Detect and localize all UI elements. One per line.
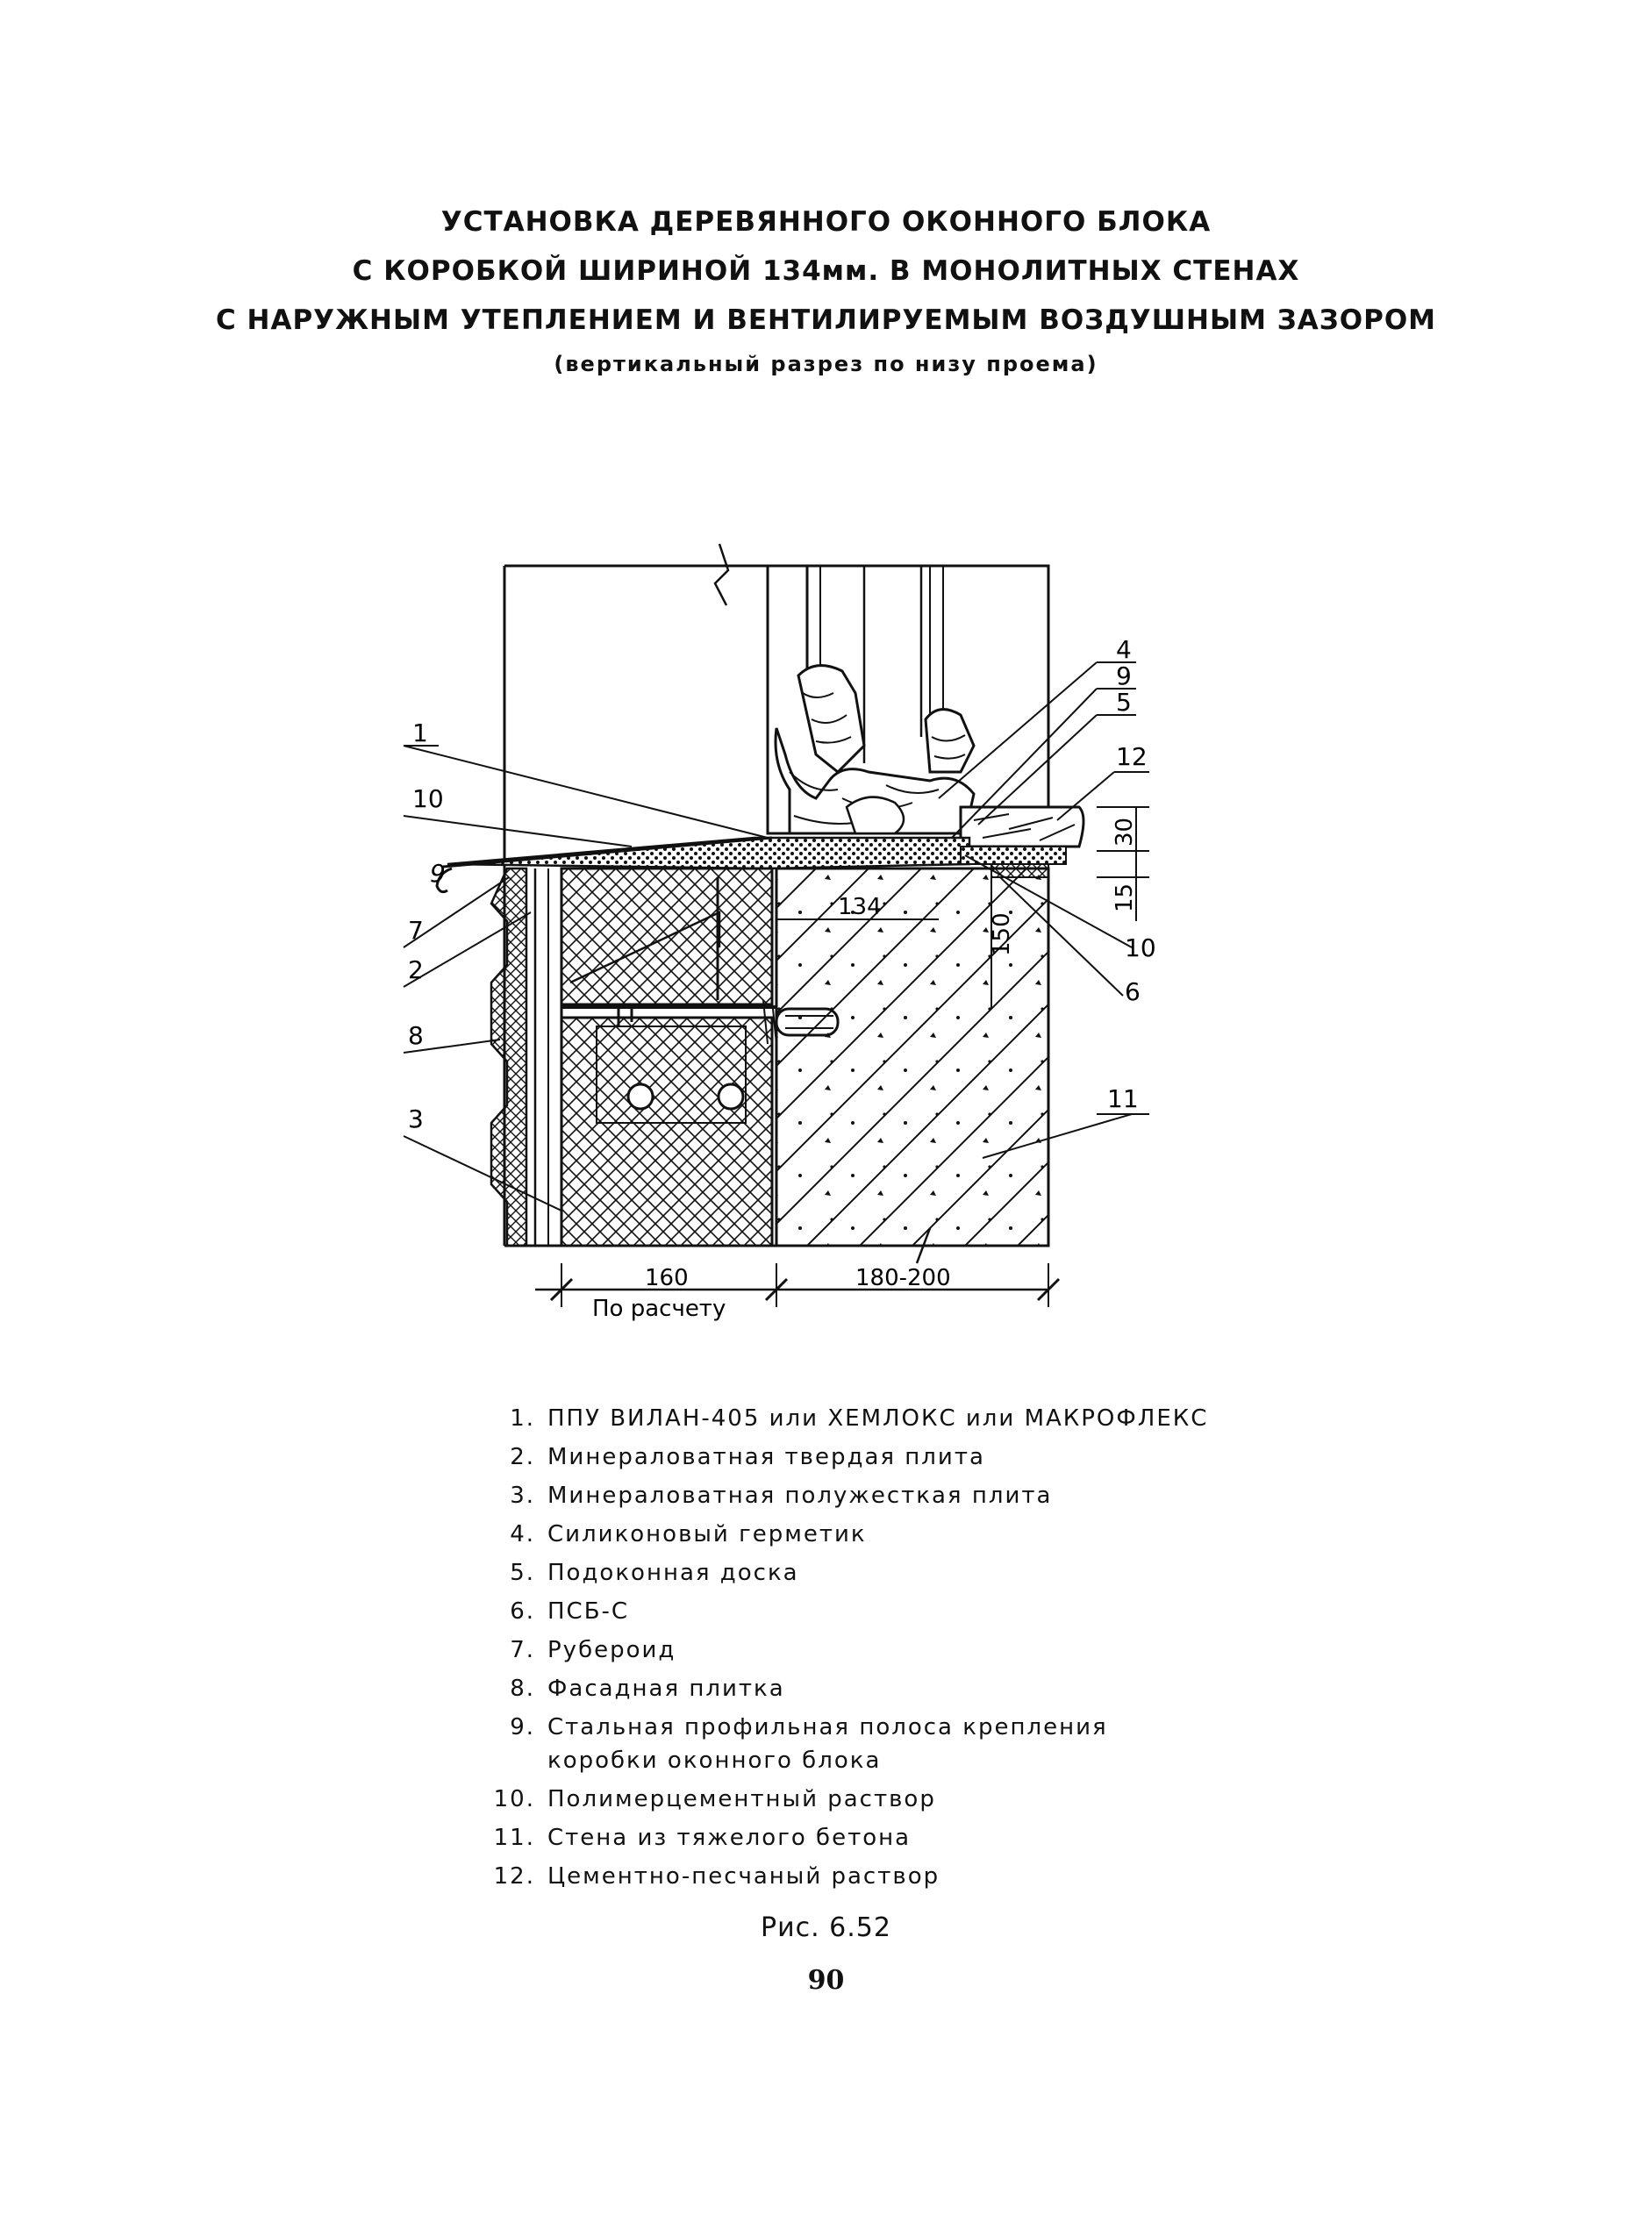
legend-item: 9. Стальная профильная полоса крепления коробки оконного блока — [510, 1714, 1108, 1774]
title-line-2: С КОРОБКОЙ ШИРИНОЙ 134мм. В МОНОЛИТНЫХ СТЕНАХ — [352, 255, 1300, 287]
callout-12: 12 — [1116, 742, 1148, 771]
callout-3: 3 — [408, 1104, 424, 1133]
dim-180-200: 180-200 — [855, 1265, 951, 1291]
dim-30: 30 — [1112, 817, 1138, 847]
legend-item: 6. ПСБ-С — [510, 1598, 630, 1625]
legend-item: 4. Силиконовый герметик — [510, 1521, 867, 1547]
legend-item: 5. Подоконная доска — [510, 1560, 799, 1586]
callout-8: 8 — [408, 1021, 424, 1050]
legend — [474, 1399, 1351, 1896]
legend-item: 7. Рубероид — [510, 1637, 676, 1663]
legend-item: 1. ППУ ВИЛАН-405 или ХЕМЛОКС или МАКРОФЛЕКС — [510, 1405, 1209, 1432]
callout-1: 1 — [412, 718, 428, 747]
page-number: 90 — [807, 1965, 845, 1996]
window-frame — [768, 566, 1048, 833]
title-line-3: С НАРУЖНЫМ УТЕПЛЕНИЕМ И ВЕНТИЛИРУЕМЫМ ВОЗДУШНЫМ ЗАЗОРОМ — [215, 304, 1437, 336]
mineral-wool-semi-rigid — [561, 1018, 772, 1246]
legend-item: 12. Цементно-песчаный раствор — [493, 1863, 940, 1890]
facade-tile — [491, 868, 548, 1246]
dim-134: 134 — [838, 894, 882, 920]
callout-10-right: 10 — [1125, 933, 1156, 962]
figure-caption: Рис. 6.52 — [761, 1912, 891, 1943]
title-subtitle: (вертикальный разрез по низу проема) — [554, 352, 1098, 376]
dim-by-calculation: По расчету — [592, 1296, 726, 1322]
callout-9-left: 9 — [430, 859, 446, 888]
legend-item: 3. Минераловатная полужесткая плита — [510, 1483, 1053, 1509]
callout-10-left: 10 — [412, 784, 444, 813]
dim-150: 150 — [989, 912, 1015, 956]
legend-item: 10. Полимерцементный раствор — [493, 1786, 936, 1812]
legend-item: 11. Стена из тяжелого бетона — [493, 1825, 912, 1851]
callout-7: 7 — [408, 916, 424, 945]
callout-6: 6 — [1125, 977, 1141, 1006]
legend-item: 8. Фасадная плитка — [510, 1676, 785, 1702]
mineral-wool-rigid — [561, 868, 772, 1004]
callout-2: 2 — [408, 955, 424, 984]
callout-11: 11 — [1107, 1084, 1139, 1113]
dim-15: 15 — [1112, 883, 1138, 912]
callout-5: 5 — [1116, 688, 1132, 717]
callout-4: 4 — [1116, 635, 1132, 664]
title-line-1: УСТАНОВКА ДЕРЕВЯННОГО ОКОННОГО БЛОКА — [440, 206, 1212, 238]
legend-item: 2. Минераловатная твердая плита — [510, 1444, 985, 1470]
callout-9-right: 9 — [1116, 661, 1132, 690]
dim-160: 160 — [645, 1265, 689, 1291]
